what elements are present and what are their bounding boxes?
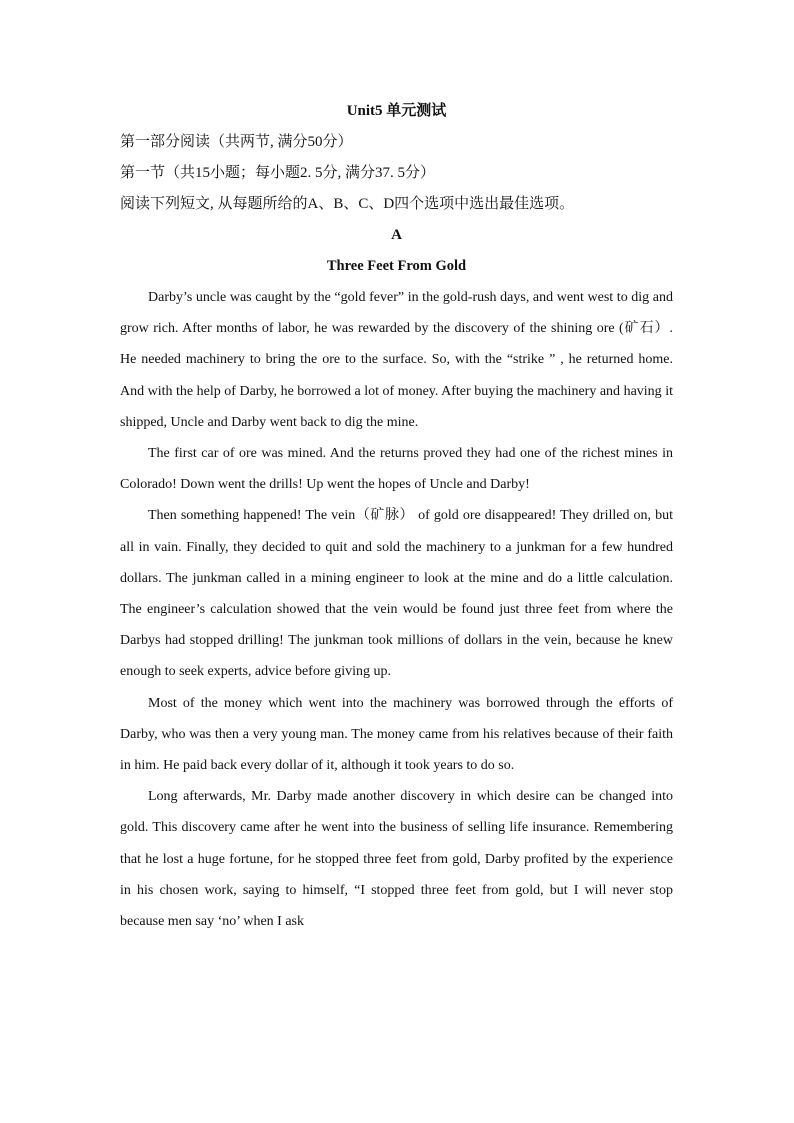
document-page (120, 96, 673, 937)
page-title: Unit5 单元测试 (346, 103, 447, 119)
passage-paragraph-4: Most of the money which went into the machinery was borrowed through the efforts of Darby, who was then a very young man. The money came from his relatives because of their faith in him. He paid back every dollar of it, although it took years to do so. (120, 695, 673, 774)
passage-paragraph-5: Long afterwards, Mr. Darby made another discovery in which desire can be changed into gold. This discovery came after he went into the business of selling life insurance. Remembering that he lost a huge fortune, for he stopped three feet from gold, Darby profited by the experience in his chosen work, saying to himself, “I stopped three feet from gold, but I will never stop because men say ‘no’ when I ask (120, 789, 673, 930)
passage-paragraph-1: Darby’s uncle was caught by the “gold fever” in the gold-rush days, and went west to dig and grow rich. After months of labor, he was rewarded by the discovery of the shining ore (矿石）. He needed machinery to bring the ore to the surface. So, with the “strike ” , he returned home. And with the help of Darby, he borrowed a lot of money. After buying the machinery and having it shipped, Uncle and Darby went back to dig the mine. (120, 290, 673, 430)
passage-paragraph-2: The first car of ore was mined. And the returns proved they had one of the richest mines in Colorado! Down went the drills! Up went the hopes of Uncle and Darby! (120, 446, 673, 493)
passage-title: Three Feet From Gold (326, 258, 467, 274)
directions-text: 阅读下列短文, 从每题所给的A、B、C、D四个选项中选出最佳选项。 (120, 196, 575, 212)
part-heading: 第一部分阅读（共两节, 满分50分） (120, 134, 353, 150)
section-heading: 第一节（共15小题；每小题2. 5分, 满分37. 5分） (120, 165, 436, 181)
passage-letter: A (391, 227, 402, 243)
passage-paragraph-3: Then something happened! The vein（矿脉） of gold ore disappeared! They drilled on, but all in vain. Finally, they decided to quit and sold the machinery to a junkman for a few hundred dollars. The junkman called in a mining engineer to look at the mine and do a little calculation. The engineer’s calculation showed that the vein would be found just three feet from where the Darbys had stopped drilling! The junkman took millions of dollars in the vein, because he knew enough to seek experts, advice before giving up. (120, 508, 673, 680)
